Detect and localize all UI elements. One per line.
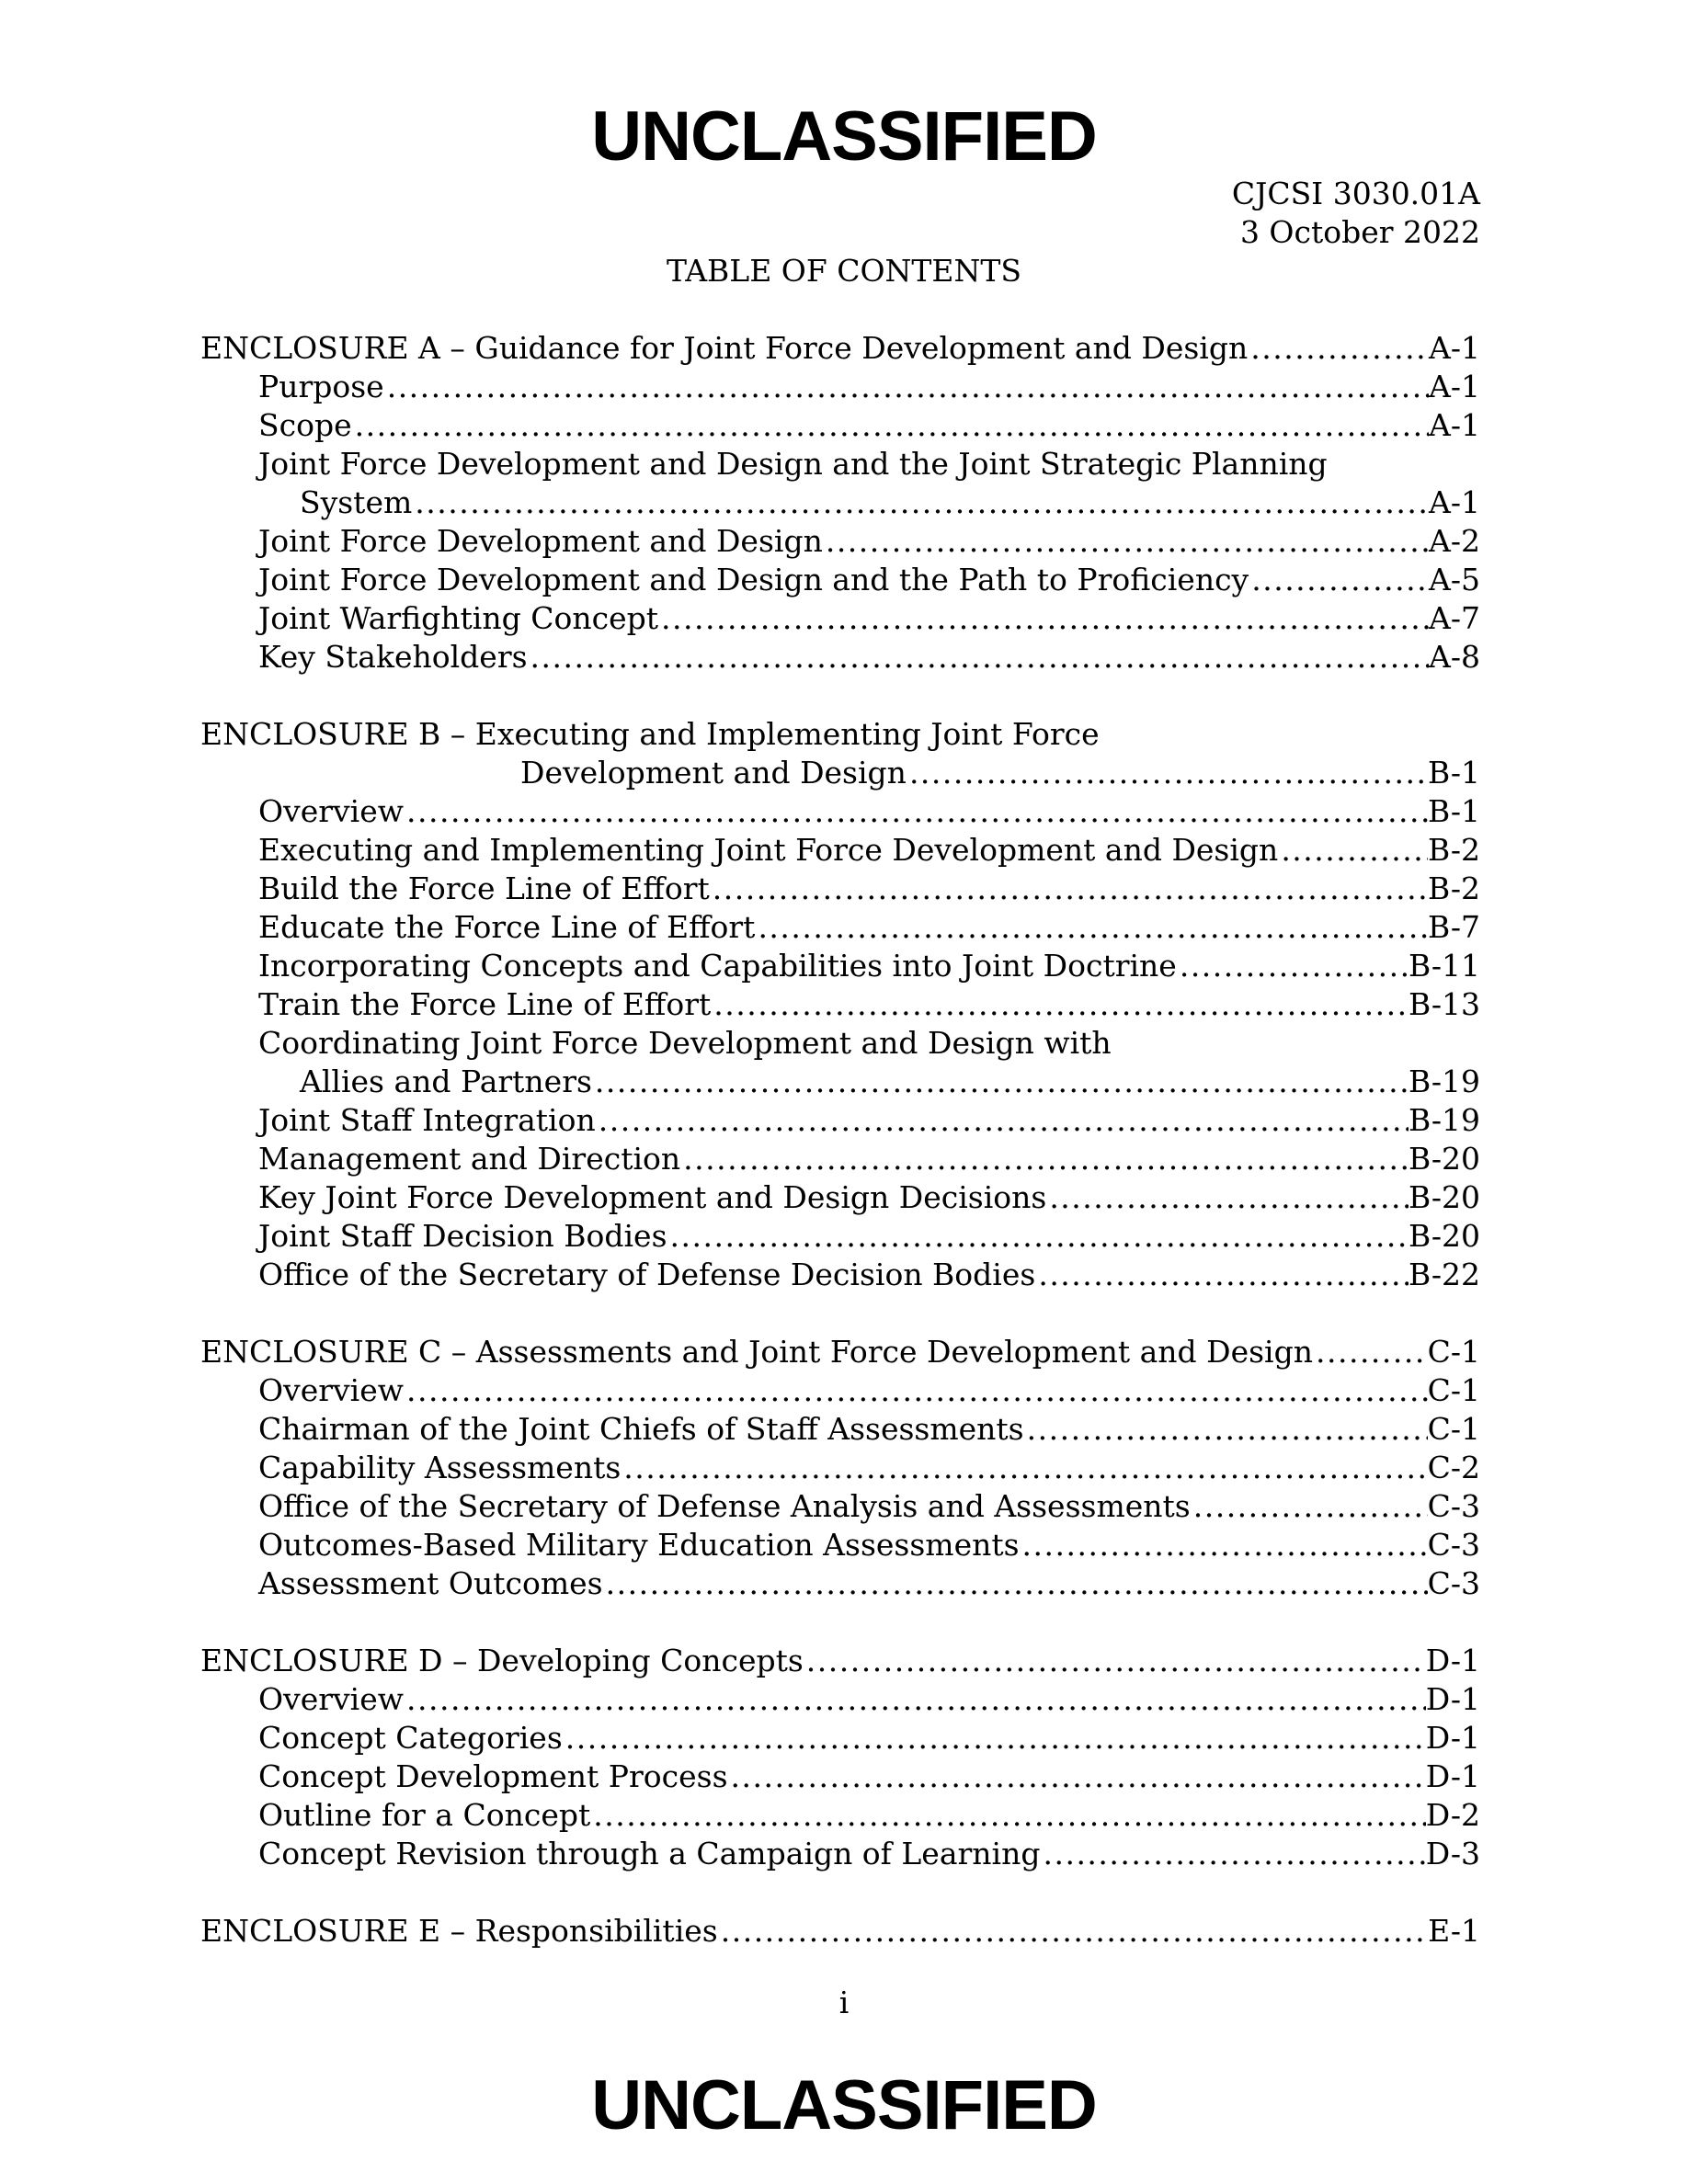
toc-entry-title: Joint Force Development and Design and the Joint Strategic Planning bbox=[258, 446, 1328, 482]
toc-enclosure-c[interactable] bbox=[200, 1333, 1480, 1371]
toc-entry-page: E-1 bbox=[1428, 1913, 1480, 1949]
toc-entry-continuation[interactable] bbox=[200, 483, 1480, 522]
toc-entry[interactable] bbox=[200, 445, 1480, 483]
dot-leader bbox=[1035, 1256, 1409, 1294]
toc-entry-title: Management and Direction bbox=[258, 1141, 681, 1177]
toc-entry-page: D-1 bbox=[1425, 1643, 1480, 1678]
toc-entry-title: ENCLOSURE A – Guidance for Joint Force Development and Design bbox=[200, 330, 1249, 366]
toc-entry-page: A-1 bbox=[1429, 484, 1480, 520]
section-spacer bbox=[200, 677, 1480, 715]
table-of-contents bbox=[200, 329, 1480, 1951]
dot-leader bbox=[1177, 947, 1409, 985]
toc-entry-title: Overview bbox=[258, 1372, 404, 1408]
toc-entry-page: B-13 bbox=[1408, 986, 1480, 1022]
dot-leader bbox=[412, 483, 1429, 522]
toc-entry[interactable] bbox=[200, 1024, 1480, 1063]
toc-entry-title: ENCLOSURE C – Assessments and Joint Force Development and Design bbox=[200, 1334, 1313, 1370]
toc-entry-title: Scope bbox=[258, 407, 352, 443]
toc-entry-title: Incorporating Concepts and Capabilities into Joint Doctrine bbox=[258, 948, 1177, 984]
dot-leader bbox=[718, 1912, 1428, 1951]
toc-entry-title: Executing and Implementing Joint Force Development and Design bbox=[258, 832, 1279, 868]
dot-leader bbox=[1046, 1178, 1409, 1217]
toc-entry-title-cont: Allies and Partners bbox=[300, 1064, 592, 1099]
toc-entry[interactable] bbox=[200, 870, 1480, 908]
toc-entry-title: Office of the Secretary of Defense Analysis and Assessments bbox=[258, 1488, 1191, 1524]
dot-leader bbox=[710, 870, 1428, 908]
toc-enclosure-d[interactable] bbox=[200, 1642, 1480, 1680]
toc-entry[interactable] bbox=[200, 1449, 1480, 1487]
dot-leader bbox=[1313, 1333, 1428, 1371]
dot-leader bbox=[658, 599, 1429, 638]
dot-leader bbox=[680, 1140, 1409, 1178]
dot-leader bbox=[1020, 1526, 1428, 1564]
toc-entry-page: A-2 bbox=[1429, 523, 1480, 559]
section-spacer bbox=[200, 1294, 1480, 1333]
toc-entry-title: Joint Force Development and Design bbox=[258, 523, 823, 559]
toc-entry-page: A-1 bbox=[1429, 407, 1480, 443]
dot-leader bbox=[804, 1642, 1426, 1680]
toc-entry-page: B-1 bbox=[1427, 793, 1480, 829]
toc-entry-page: D-1 bbox=[1425, 1720, 1480, 1756]
toc-entry-title: Concept Development Process bbox=[258, 1758, 728, 1794]
toc-enclosure-b[interactable] bbox=[200, 715, 1480, 754]
toc-entry[interactable] bbox=[200, 1835, 1480, 1873]
toc-entry[interactable] bbox=[200, 1564, 1480, 1603]
toc-entry[interactable] bbox=[200, 561, 1480, 599]
toc-entry-title: Build the Force Line of Effort bbox=[258, 870, 710, 906]
toc-entry-title: Outline for a Concept bbox=[258, 1797, 591, 1833]
dot-leader bbox=[563, 1719, 1426, 1757]
toc-entry-page: B-20 bbox=[1408, 1218, 1480, 1254]
dot-leader bbox=[1191, 1487, 1428, 1526]
toc-entry-page: B-2 bbox=[1427, 832, 1480, 868]
toc-entry-title: Coordinating Joint Force Development and Design with bbox=[258, 1025, 1112, 1061]
toc-entry-page: B-22 bbox=[1408, 1257, 1480, 1292]
toc-entry[interactable] bbox=[200, 1140, 1480, 1178]
toc-entry[interactable] bbox=[200, 1371, 1480, 1410]
toc-entry-page: D-1 bbox=[1425, 1681, 1480, 1717]
dot-leader bbox=[384, 368, 1429, 406]
toc-entry[interactable] bbox=[200, 1101, 1480, 1140]
toc-entry[interactable] bbox=[200, 985, 1480, 1024]
toc-entry[interactable] bbox=[200, 1757, 1480, 1796]
dot-leader bbox=[823, 522, 1429, 561]
toc-entry-title: Joint Staff Decision Bodies bbox=[258, 1218, 667, 1254]
toc-entry-title: Capability Assessments bbox=[258, 1450, 622, 1485]
toc-entry-page: B-1 bbox=[1427, 755, 1480, 791]
toc-entry-continuation[interactable] bbox=[200, 1063, 1480, 1101]
toc-entry[interactable] bbox=[200, 1410, 1480, 1449]
toc-entry-page: B-19 bbox=[1408, 1102, 1480, 1138]
document-date: 3 October 2022 bbox=[1239, 214, 1480, 250]
toc-entry-title: Assessment Outcomes bbox=[258, 1565, 603, 1601]
toc-entry-page: B-20 bbox=[1408, 1179, 1480, 1215]
toc-enclosure-b-continuation[interactable] bbox=[200, 754, 1480, 792]
toc-entry[interactable] bbox=[200, 599, 1480, 638]
toc-entry-title: Outcomes-Based Military Education Assessments bbox=[258, 1527, 1020, 1563]
toc-title: TABLE OF CONTENTS bbox=[667, 253, 1021, 289]
toc-entry-title: Joint Force Development and Design and the Path to Proficiency bbox=[258, 562, 1249, 597]
toc-entry[interactable] bbox=[200, 406, 1480, 445]
toc-entry-title: Purpose bbox=[258, 369, 384, 404]
toc-entry-title: Concept Revision through a Campaign of Learning bbox=[258, 1836, 1041, 1871]
page-number: i bbox=[838, 1985, 850, 2020]
dot-leader bbox=[907, 754, 1428, 792]
toc-entry-page: C-3 bbox=[1427, 1527, 1480, 1563]
toc-entry-title: Concept Categories bbox=[258, 1720, 563, 1756]
toc-entry[interactable] bbox=[200, 638, 1480, 677]
toc-enclosure-e[interactable] bbox=[200, 1912, 1480, 1951]
classification-banner-bottom: UNCLASSIFIED bbox=[591, 2066, 1097, 2144]
toc-entry-title: Overview bbox=[258, 1681, 404, 1717]
toc-entry-title: Joint Warfighting Concept bbox=[258, 600, 658, 636]
toc-entry[interactable] bbox=[200, 1680, 1480, 1719]
dot-leader bbox=[1249, 561, 1429, 599]
toc-entry[interactable] bbox=[200, 368, 1480, 406]
dot-leader bbox=[528, 638, 1429, 677]
toc-entry-title: ENCLOSURE E – Responsibilities bbox=[200, 1913, 718, 1949]
toc-entry-page: D-2 bbox=[1425, 1797, 1480, 1833]
toc-entry-page: A-5 bbox=[1429, 562, 1480, 597]
dot-leader bbox=[596, 1101, 1409, 1140]
toc-entry-title: Chairman of the Joint Chiefs of Staff Assessments bbox=[258, 1411, 1024, 1447]
toc-entry-page: D-1 bbox=[1425, 1758, 1480, 1794]
toc-entry-page: A-1 bbox=[1429, 369, 1480, 404]
dot-leader bbox=[352, 406, 1429, 445]
toc-entry-page: B-2 bbox=[1427, 870, 1480, 906]
toc-entry[interactable] bbox=[200, 1526, 1480, 1564]
toc-entry-page: C-1 bbox=[1427, 1411, 1480, 1447]
dot-leader bbox=[728, 1757, 1426, 1796]
section-spacer bbox=[200, 1603, 1480, 1642]
toc-entry-title: Key Stakeholders bbox=[258, 639, 528, 675]
toc-entry-title: Joint Staff Integration bbox=[258, 1102, 596, 1138]
dot-leader bbox=[592, 1063, 1409, 1101]
toc-entry-title: Train the Force Line of Effort bbox=[258, 986, 712, 1022]
toc-entry[interactable] bbox=[200, 792, 1480, 831]
toc-entry-title: Educate the Force Line of Effort bbox=[258, 909, 756, 945]
toc-entry-title: Key Joint Force Development and Design Decisions bbox=[258, 1179, 1047, 1215]
toc-entry-page: C-1 bbox=[1427, 1334, 1480, 1370]
toc-entry[interactable] bbox=[200, 947, 1480, 985]
toc-entry-page: B-11 bbox=[1408, 948, 1480, 984]
dot-leader bbox=[603, 1564, 1428, 1603]
toc-entry[interactable] bbox=[200, 1796, 1480, 1835]
toc-entry-page: C-3 bbox=[1427, 1488, 1480, 1524]
toc-entry-title: ENCLOSURE B – Executing and Implementing Joint Force bbox=[200, 716, 1100, 752]
toc-entry[interactable] bbox=[200, 1487, 1480, 1526]
dot-leader bbox=[1278, 831, 1428, 870]
toc-entry[interactable] bbox=[200, 1719, 1480, 1757]
dot-leader bbox=[1248, 329, 1429, 368]
toc-entry[interactable] bbox=[200, 1178, 1480, 1217]
toc-entry-page: B-19 bbox=[1408, 1064, 1480, 1099]
dot-leader bbox=[1024, 1410, 1428, 1449]
dot-leader bbox=[667, 1217, 1409, 1256]
toc-entry[interactable] bbox=[200, 522, 1480, 561]
dot-leader bbox=[755, 908, 1428, 947]
toc-entry-page: A-7 bbox=[1429, 600, 1480, 636]
toc-entry-page: B-7 bbox=[1427, 909, 1480, 945]
toc-entry-title: Overview bbox=[258, 793, 404, 829]
toc-entry-title: ENCLOSURE D – Developing Concepts bbox=[200, 1643, 804, 1678]
toc-entry-page: A-1 bbox=[1429, 330, 1480, 366]
dot-leader bbox=[1040, 1835, 1425, 1873]
toc-entry[interactable] bbox=[200, 1256, 1480, 1294]
toc-entry-page: C-2 bbox=[1427, 1450, 1480, 1485]
toc-entry-page: C-3 bbox=[1427, 1565, 1480, 1601]
dot-leader bbox=[404, 1680, 1426, 1719]
toc-entry[interactable] bbox=[200, 831, 1480, 870]
toc-entry-page: C-1 bbox=[1427, 1372, 1480, 1408]
toc-entry-title-cont: Development and Design bbox=[520, 755, 907, 791]
dot-leader bbox=[404, 1371, 1428, 1410]
toc-entry[interactable] bbox=[200, 1217, 1480, 1256]
toc-entry-page: D-3 bbox=[1425, 1836, 1480, 1871]
toc-entry-title-cont: System bbox=[300, 484, 413, 520]
section-spacer bbox=[200, 1873, 1480, 1912]
dot-leader bbox=[590, 1796, 1426, 1835]
dot-leader bbox=[621, 1449, 1427, 1487]
dot-leader bbox=[711, 985, 1409, 1024]
toc-entry[interactable] bbox=[200, 908, 1480, 947]
toc-entry-page: B-20 bbox=[1408, 1141, 1480, 1177]
classification-banner-top: UNCLASSIFIED bbox=[591, 97, 1097, 176]
toc-enclosure-a[interactable] bbox=[200, 329, 1480, 368]
toc-entry-page: A-8 bbox=[1429, 639, 1480, 675]
document-number: CJCSI 3030.01A bbox=[1231, 176, 1480, 211]
dot-leader bbox=[404, 792, 1428, 831]
toc-entry-title: Office of the Secretary of Defense Decision Bodies bbox=[258, 1257, 1036, 1292]
